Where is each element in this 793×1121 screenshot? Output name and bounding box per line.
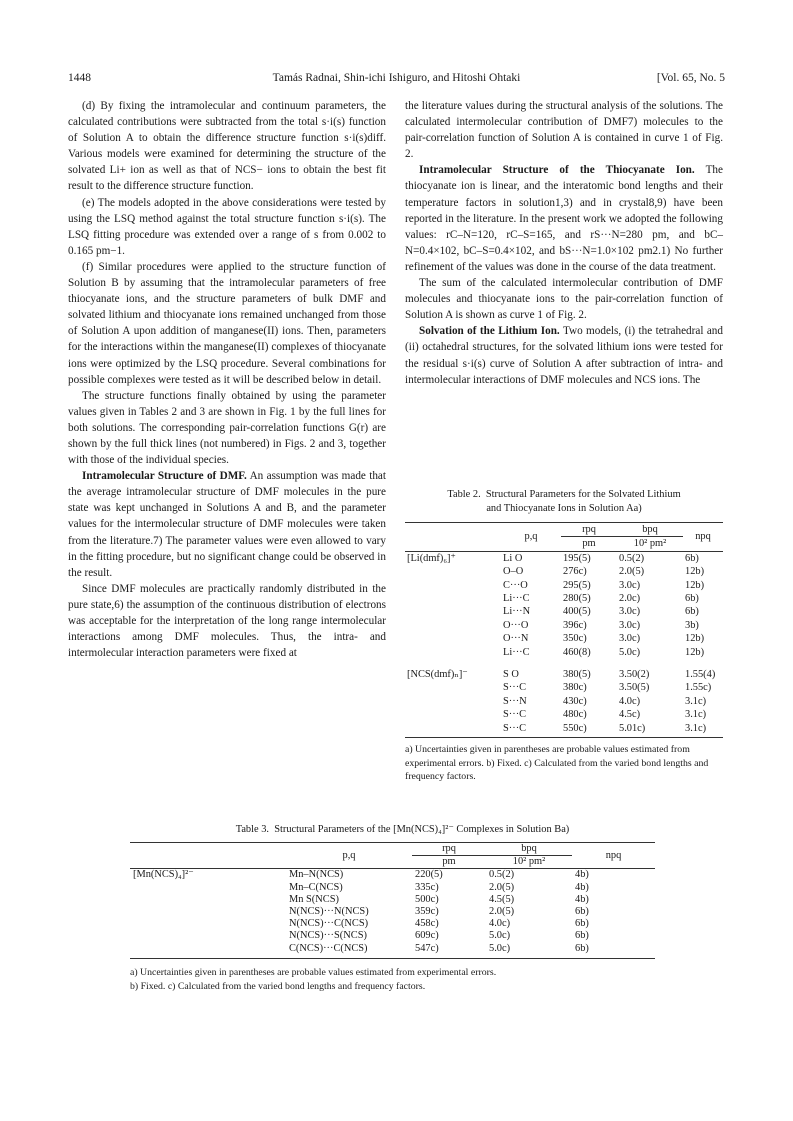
cell-n: 1.55c) [685, 682, 712, 694]
species-cell-empty [405, 579, 501, 592]
table-2-title-line1: Structural Parameters for the Solvated Lithium [485, 489, 681, 500]
cell-r: 480c) [563, 709, 587, 721]
species-cell-empty [405, 695, 501, 708]
cell-n: 12b) [685, 579, 705, 591]
cell-n: 6b) [575, 942, 589, 954]
table-3-footnote-a: a) Uncertainties given in parentheses are probable values estimated from experimental errors. [130, 966, 497, 978]
column-header-r: rpq [582, 524, 596, 535]
species-cell-empty [405, 592, 501, 605]
species-cell-empty [130, 918, 286, 930]
cell-b: 5.0c) [489, 942, 511, 954]
column-unit-r: pm [561, 537, 617, 551]
cell-b: 0.5(2) [619, 552, 645, 564]
table-3-footnote [130, 966, 655, 994]
cell-pq: Li···C [503, 646, 530, 658]
cell-b: 2.0(5) [619, 566, 645, 578]
paragraph-sum-contribution: The sum of the calculated intermolecular contribution of DMF molecules and thiocyanate ions to the pair-correlation function of Solution A is shown as curve 1 of Fig. 2. [405, 277, 723, 322]
cell-r: 430c) [563, 695, 587, 707]
table-row [130, 906, 655, 918]
table-row [405, 646, 723, 659]
paragraph-literature-values: the literature values during the structural analysis of the solutions. The calculated intermolecular contribution of DMF7) molecules to the pair-correlation function of Solution A is contained in curve 1 of Fig. 2. [405, 100, 723, 161]
cell-r: 500c) [415, 893, 439, 905]
cell-r: 400(5) [563, 606, 591, 618]
running-authors: Tamás Radnai, Shin-ichi Ishiguro, and Hitoshi Ohtaki [272, 72, 521, 84]
cell-n: 6b) [685, 552, 699, 564]
cell-r: 460(8) [563, 646, 591, 658]
cell-n: 6b) [685, 606, 699, 618]
running-header [68, 72, 725, 88]
cell-b: 4.5(5) [489, 893, 515, 905]
page-number: 1448 [68, 72, 91, 84]
cell-b: 4.0c) [619, 695, 641, 707]
table-row [405, 592, 723, 605]
cell-pq: N(NCS)···N(NCS) [289, 906, 369, 918]
cell-n: 12b) [685, 633, 705, 645]
cell-b: 3.0c) [619, 579, 641, 591]
species-cell-empty [405, 605, 501, 618]
species-label: [Li(dmf)₆]⁺ [407, 552, 456, 564]
cell-pq: O···O [503, 619, 529, 631]
species-cell-empty [405, 565, 501, 578]
column-unit-r: pm [412, 856, 486, 869]
table-2-grid [405, 522, 723, 735]
section-lithium [405, 323, 723, 387]
table-2-label: Table 2. [447, 489, 481, 500]
cell-b: 3.0c) [619, 606, 641, 618]
species-cell-empty [405, 708, 501, 721]
section-heading-thiocyanate: Intramolecular Structure of the Thiocyanate Ion. [419, 164, 695, 177]
cell-b: 3.0c) [619, 633, 641, 645]
table-3 [130, 823, 655, 994]
cell-r: 280(5) [563, 593, 591, 605]
cell-r: 609c) [415, 930, 439, 942]
table-3-bottom-rule [130, 958, 655, 959]
table-2-footnote: a) Uncertainties given in parentheses are probable values estimated from experimental errors. b) Fixed. c) Calculated from the varied bond lengths and frequency factors. [405, 744, 709, 783]
cell-pq: C···O [503, 579, 528, 591]
paragraph-step-d: (d) By fixing the intramolecular and continuum parameters, the calculated contributions were subtracted from the total s·i(s) function of Solution A to obtain the difference structure function s·i(s)diff. Various models were examined for determining the structure of the solvated Li+ ion as well as that of NCS− ions to obtain the best fit result to the difference structure function. [68, 100, 386, 193]
table-row [130, 869, 655, 882]
cell-r: 380(5) [563, 669, 591, 681]
cell-r: 335c) [415, 881, 439, 893]
column-header-r: rpq [442, 843, 456, 854]
cell-n: 1.55(4) [685, 669, 716, 681]
cell-pq: O–O [503, 566, 524, 578]
table-row [405, 632, 723, 645]
cell-r: 359c) [415, 906, 439, 918]
cell-r: 380c) [563, 682, 587, 694]
cell-r: 396c) [563, 619, 587, 631]
cell-n: 12b) [685, 566, 705, 578]
species-cell-empty [130, 894, 286, 906]
cell-n: 6b) [685, 593, 699, 605]
column-header-b: bpq [642, 524, 658, 535]
column-header-pq: p,q [342, 849, 356, 861]
cell-pq: S···C [503, 722, 527, 734]
table-row [405, 681, 723, 694]
table-row [130, 930, 655, 942]
species-cell-empty [130, 882, 286, 894]
cell-n: 4b) [575, 893, 589, 905]
table-2 [405, 488, 723, 784]
table-row [405, 659, 723, 681]
section-dmf [68, 468, 386, 581]
section-heading-dmf: Intramolecular Structure of DMF. [82, 470, 247, 483]
cell-pq: S···C [503, 682, 527, 694]
species-cell-empty [405, 646, 501, 659]
species-label: [Mn(NCS)₄]²⁻ [133, 869, 194, 881]
paragraph-step-f: (f) Similar procedures were applied to the structure function of Solution B by assuming that the intramolecular parameters of free thiocyanate ions, and the structure parameters of bulk DMF and solvated lithium and thiocyanate ions remained unchanged from those of Solution A upon addition of manganese(II) ions. Then, parameters for the interactions within the manganese(II) complexes of thiocyanate ions were optimized by the LSQ procedure. Several combinations for possible complexes were tested as it will be described below in detail. [68, 260, 386, 386]
cell-r: 276c) [563, 566, 587, 578]
cell-n: 12b) [685, 646, 705, 658]
cell-r: 547c) [415, 942, 439, 954]
cell-pq: Li···N [503, 606, 531, 618]
cell-b: 5.01c) [619, 722, 646, 734]
cell-n: 6b) [575, 906, 589, 918]
cell-b: 5.0c) [619, 646, 641, 658]
section-text-dmf: An assumption was made that the average intramolecular structure of DMF molecules in the pure state was kept unchanged in Solutions A and B, and the parameter values for the intermolecular structure of DMF molecules were taken from the literature.7) The parameter values were even allowed to vary in the fitting procedure, but no significant change could be observed in the result. [68, 470, 386, 579]
cell-pq: N(NCS)···S(NCS) [289, 930, 367, 942]
cell-r: 220(5) [415, 869, 443, 881]
table-row [130, 882, 655, 894]
table-row [405, 695, 723, 708]
species-cell-empty [405, 722, 501, 735]
cell-b: 3.50(2) [619, 669, 650, 681]
cell-pq: C(NCS)···C(NCS) [289, 942, 368, 954]
table-2-bottom-rule [405, 737, 723, 738]
species-cell-empty [405, 632, 501, 645]
cell-r: 458c) [415, 918, 439, 930]
cell-pq: S···N [503, 695, 527, 707]
table-row [405, 619, 723, 632]
cell-n: 4b) [575, 869, 589, 881]
species-label: [NCS(dmf)ₙ]⁻ [407, 669, 468, 681]
paragraph-step-e: (e) The models adopted in the above considerations were tested by using the LSQ method against the total structure function s·i(s). The LSQ fitting procedure was extended over a range of s from 0.002 to 0.165 pm−1. [68, 196, 386, 257]
cell-r: 195(5) [563, 552, 591, 564]
cell-n: 4b) [575, 881, 589, 893]
cell-pq: Mn–C(NCS) [289, 881, 343, 893]
table-3-caption [150, 823, 655, 837]
paragraph-structure-functions: The structure functions finally obtained by using the parameter values given in Tables 2 and 3 are shown in Fig. 1 by the full lines for both solutions. The corresponding pair-correlation functions G(r) are shown by the full thick lines (not numbered) in Figs. 2 and 3, together with those of the individual species. [68, 389, 386, 467]
species-cell-empty [130, 906, 286, 918]
cell-pq: Li O [503, 552, 523, 564]
cell-b: 2.0c) [619, 593, 641, 605]
left-column [68, 98, 386, 661]
cell-n: 3.1c) [685, 722, 707, 734]
species-cell-empty [130, 930, 286, 942]
section-thiocyanate [405, 162, 723, 275]
cell-b: 2.0(5) [489, 881, 515, 893]
cell-r: 350c) [563, 633, 587, 645]
table-3-title: Structural Parameters of the [Mn(NCS)₄]²⁻ Complexes in Solution Ba) [274, 824, 570, 835]
cell-pq: S···C [503, 709, 527, 721]
table-3-grid [130, 842, 655, 955]
column-unit-b: 10² pm² [617, 537, 683, 551]
table-row [130, 894, 655, 906]
cell-n: 6b) [575, 918, 589, 930]
cell-b: 2.0(5) [489, 906, 515, 918]
cell-n: 3.1c) [685, 695, 707, 707]
cell-pq: N(NCS)···C(NCS) [289, 918, 369, 930]
section-heading-lithium: Solvation of the Lithium Ion. [419, 325, 560, 338]
table-2-caption [405, 488, 723, 516]
table-row [405, 579, 723, 592]
species-cell-empty [405, 619, 501, 632]
table-row [130, 943, 655, 955]
column-header-pq: p,q [524, 531, 538, 543]
cell-b: 5.0c) [489, 930, 511, 942]
right-column [405, 98, 723, 388]
cell-pq: Mn–N(NCS) [289, 869, 344, 881]
cell-b: 4.0c) [489, 918, 511, 930]
column-unit-b: 10² pm² [486, 856, 572, 869]
table-row [405, 605, 723, 618]
table-3-label: Table 3. [235, 824, 270, 835]
table-row [405, 551, 723, 565]
cell-n: 6b) [575, 930, 589, 942]
species-cell-empty [405, 681, 501, 694]
cell-b: 3.0c) [619, 619, 641, 631]
paragraph-dmf-distribution: Since DMF molecules are practically randomly distributed in the pure state,6) the assumption of the continuous distribution of electrons was acceptable for the interpretation of the long range intermolecular interactions among DMF molecules. Thus, the intra- and intermolecular interaction parameters were fixed at [68, 582, 386, 660]
table-row [405, 722, 723, 735]
section-text-lithium: Two models, (i) the tetrahedral and (ii) octahedral structures, for the solvated lithium ions were tested for the residual s·i(s) curve of Solution A after subtraction of intra- and intermolecular interactions of DMF molecules and NCS ions. The [405, 325, 723, 386]
table-row [405, 565, 723, 578]
cell-n: 3.1c) [685, 709, 707, 721]
volume-info: [Vol. 65, No. 5 [656, 72, 725, 84]
cell-r: 295(5) [563, 579, 591, 591]
cell-n: 3b) [685, 619, 699, 631]
table-row [130, 918, 655, 930]
cell-b: 3.50(5) [619, 682, 650, 694]
table-row [405, 708, 723, 721]
table-3-footnote-bc: b) Fixed. c) Calculated from the varied bond lengths and frequency factors. [130, 980, 426, 992]
column-header-b: bpq [521, 843, 537, 854]
cell-pq: Mn S(NCS) [289, 893, 339, 905]
cell-b: 4.5c) [619, 709, 641, 721]
species-cell-empty [130, 943, 286, 955]
cell-b: 0.5(2) [489, 869, 515, 881]
column-header-n: npq [605, 849, 622, 861]
cell-pq: S O [503, 669, 519, 681]
cell-pq: O···N [503, 633, 529, 645]
table-2-title-line2: and Thiocyanate Ions in Solution Aa) [486, 503, 642, 514]
cell-pq: Li···C [503, 593, 530, 605]
column-header-n: npq [695, 531, 711, 543]
cell-r: 550c) [563, 722, 587, 734]
section-text-thiocyanate: The thiocyanate ion is linear, and the interatomic bond lengths and their temperature factors in solution1,3) and in crystal8,9) have been reported in the literature. In the present work we adopted the following values: rC–N=120, rC–S=165, and rS···N=280 pm, and bC–N=0.4×102, bC–S=0.4×102, and bS···N=1.0×102 pm2.1) No further refinement of the values was done in the course of the data treatment. [405, 164, 723, 273]
